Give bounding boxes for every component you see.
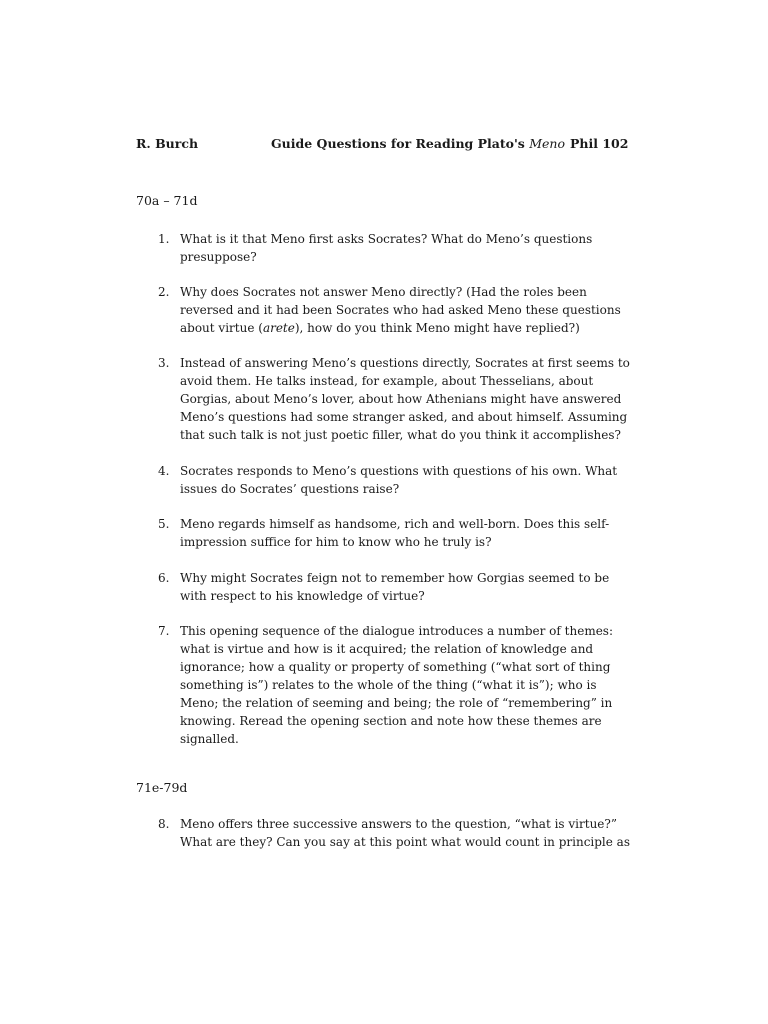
header-course: Phil 102 [570,136,629,151]
question-text-part: ), how do you think Meno might have replied?) [294,321,580,335]
question-text: Meno regards himself as handsome, rich and well-born. Does this self-impression suffice for him to know who he truly is? [180,517,610,549]
question-item [150,515,630,551]
question-list [150,815,630,851]
question-text: What is it that Meno first asks Socrates? What do Meno’s questions presuppose? [180,232,593,264]
question-text: Why might Socrates feign not to remember how Gorgias seemed to be with respect to his knowledge of virtue? [180,571,610,603]
question-item [150,569,630,605]
header-title [271,136,565,151]
section-heading: 71e-79d [136,780,188,795]
question-text-part: Why does Socrates not answer Meno directly? (Had the roles been reversed and it had been Socrates who had asked Meno these questions about virtue ( [180,285,621,335]
question-text: Meno offers three successive answers to the question, “what is virtue?” What are they? Can you say at this point what would count in principle as [180,817,630,849]
question-text-italic: arete [262,321,295,335]
page-header [136,136,636,156]
question-number: 3. [158,356,170,370]
question-item [150,283,630,337]
question-number: 7. [158,624,170,638]
header-title-prefix: Guide Questions for Reading Plato's [271,136,530,151]
header-author: R. Burch [136,136,199,151]
question-number: 1. [158,232,170,246]
question-text [180,285,621,335]
question-item [150,354,630,444]
question-number: 8. [158,817,170,831]
question-item [150,462,630,498]
question-number: 4. [158,464,170,478]
question-list [150,230,630,748]
section-heading: 70a – 71d [136,193,198,208]
question-text: Instead of answering Meno’s questions directly, Socrates at first seems to avoid them. He talks instead, for example, about Thesselians, about Gorgias, about Meno’s lover, about how Athenians might have answered Meno’s questions had some stranger asked, and about himself. Assuming that such talk is not just poetic filler, what do you think it accomplishes? [180,356,630,442]
question-item [150,815,630,851]
question-number: 2. [158,285,170,299]
header-title-work: Meno [529,136,565,151]
question-item [150,622,630,748]
question-number: 5. [158,517,170,531]
question-item [150,230,630,266]
question-text: Socrates responds to Meno’s questions with questions of his own. What issues do Socrates’ questions raise? [180,464,618,496]
question-text: This opening sequence of the dialogue introduces a number of themes: what is virtue and how is it acquired; the relation of knowledge and ignorance; how a quality or property of something (“what sort of thing something is”) relates to the whole of the thing (“what it is”); who is Meno; the relation of seeming and being; the role of “remembering” in knowing. Reread the opening section and note how these themes are signalled. [180,624,613,746]
question-number: 6. [158,571,170,585]
